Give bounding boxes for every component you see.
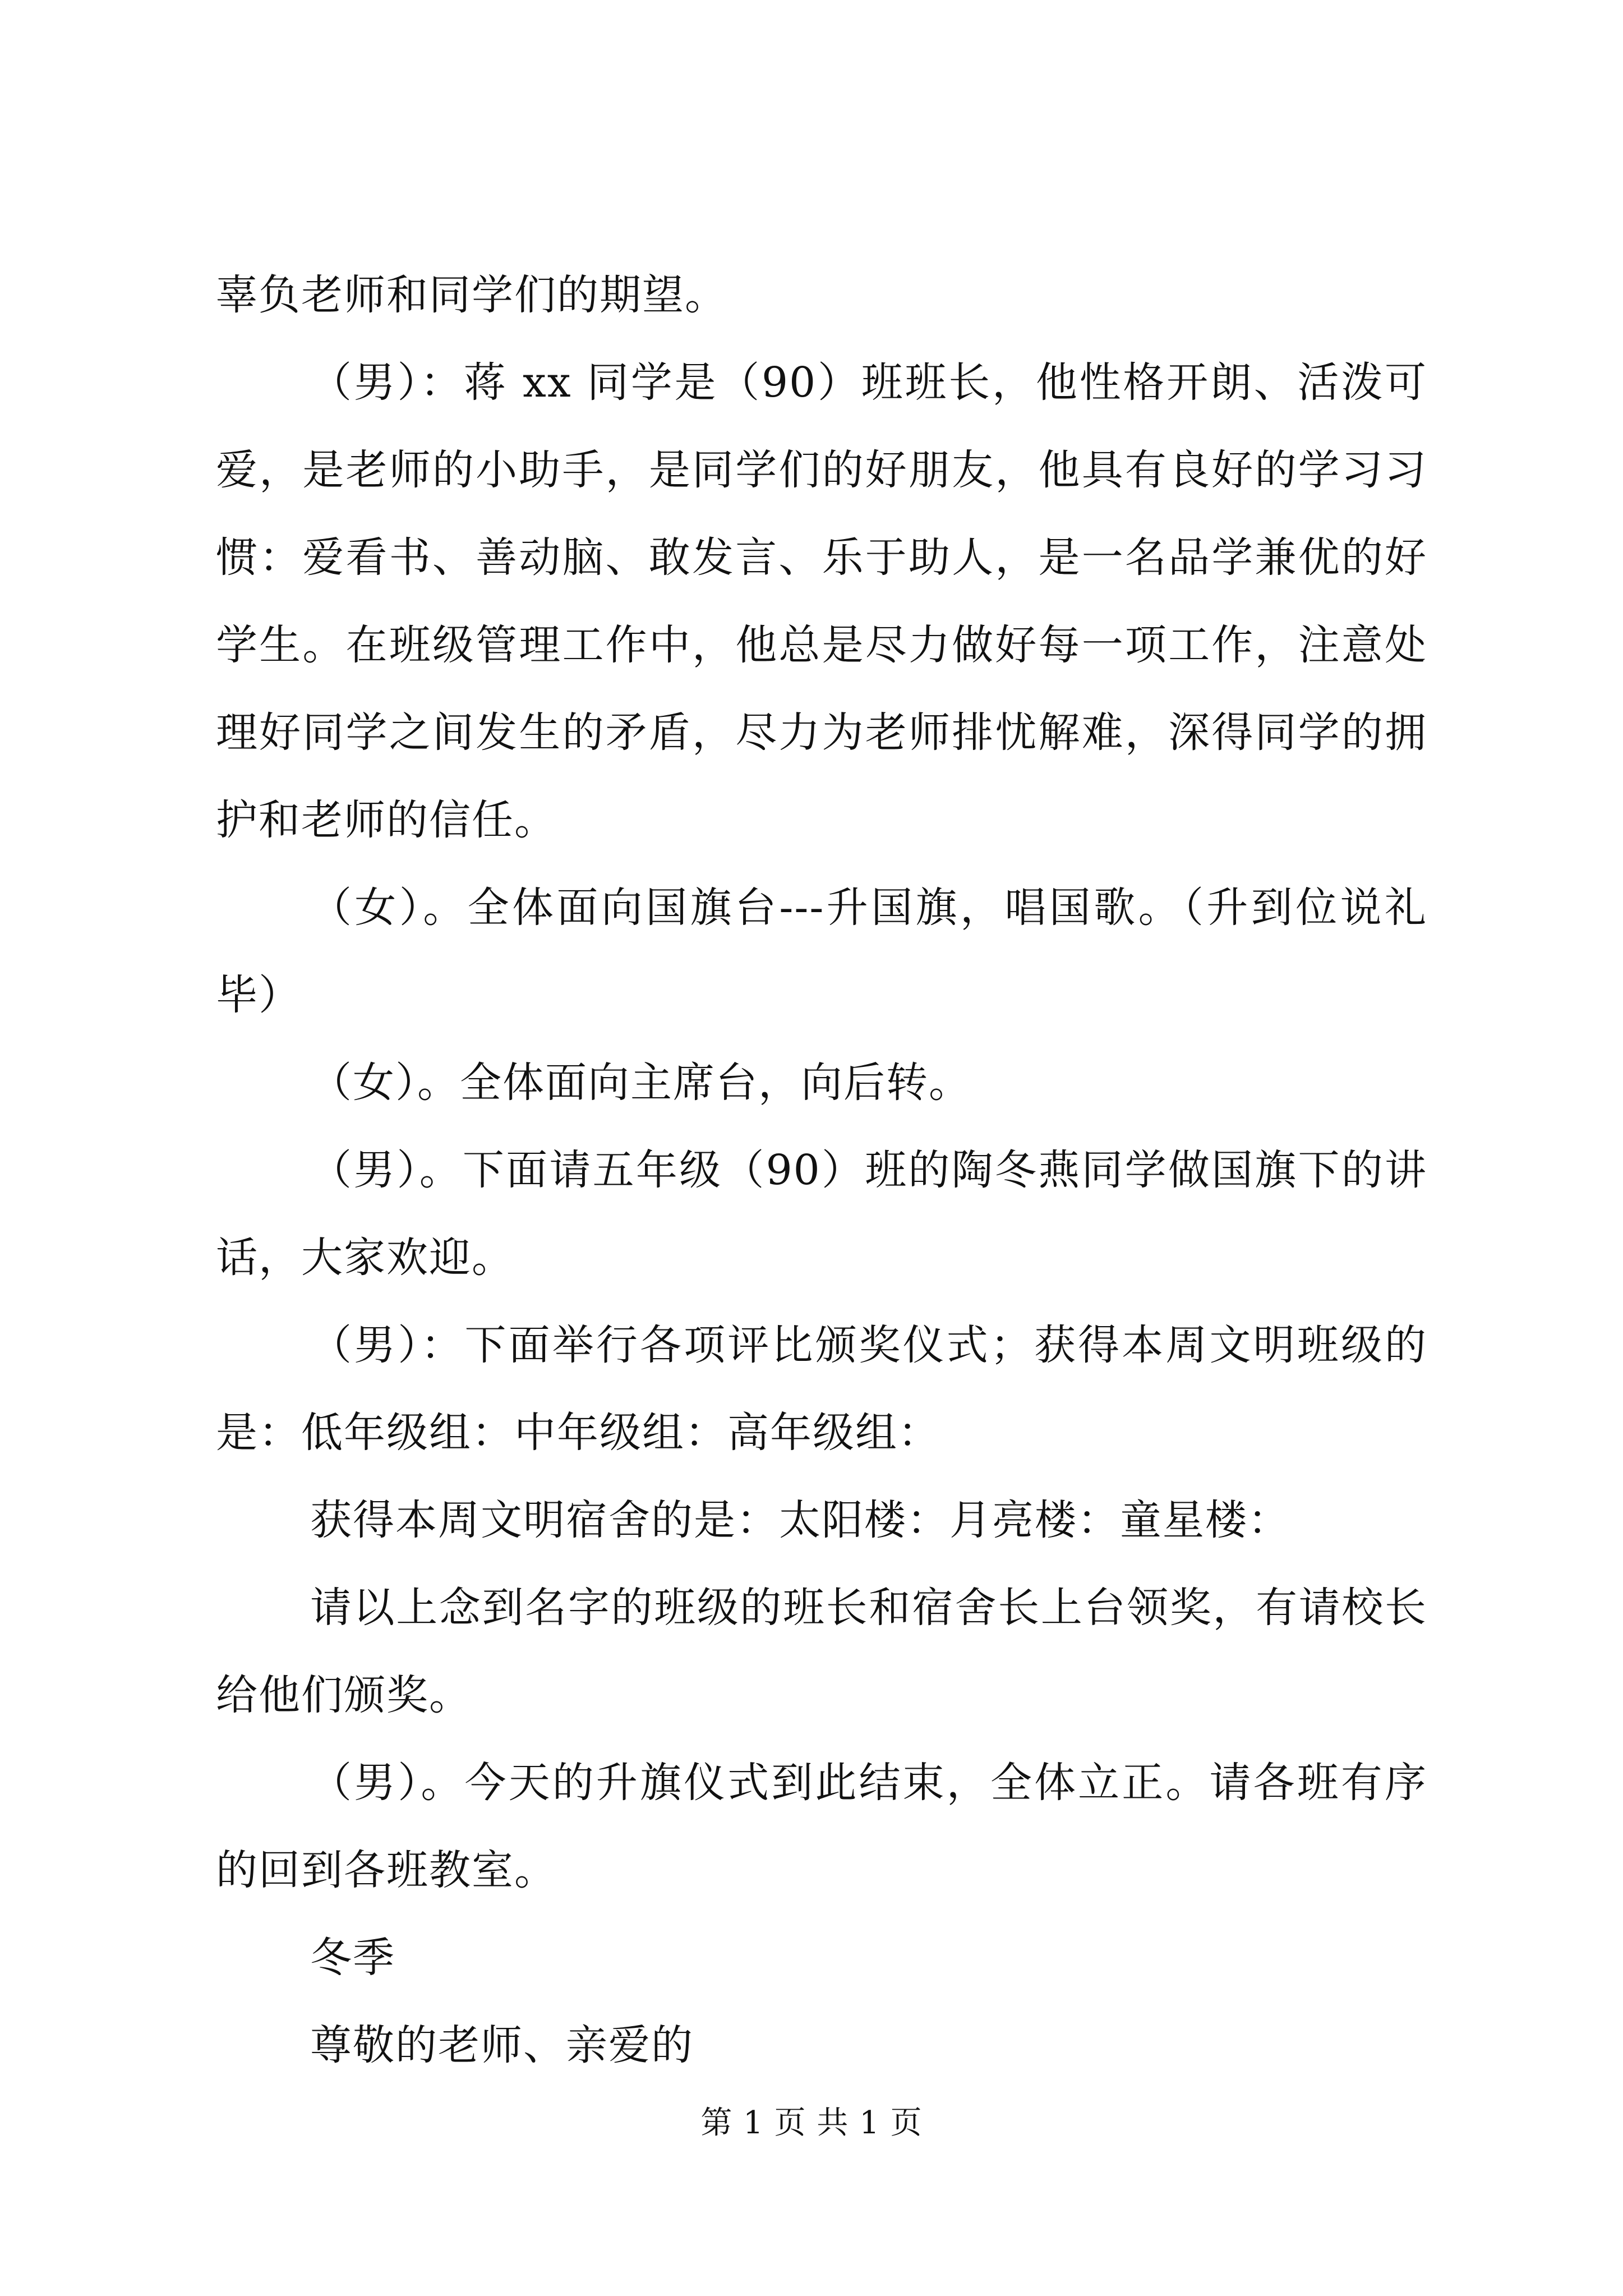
paragraph-6: （男）：下面举行各项评比颁奖仪式；获得本周文明班级的是：低年级组：中年级组：高年级组： [216, 1321, 1427, 1457]
paragraph-1: 辜负老师和同学们的期望。 [216, 271, 727, 319]
paragraph-2: （男）：蒋 xx 同学是（90）班班长，他性格开朗、活泼可爱，是老师的小助手，是同学们的好朋友，他具有良好的学习习惯：爱看书、善动脑、敢发言、乐于助人，是一名品学兼优的好学生。在班级管理工作中，他总是尽力做好每一项工作，注意处理好同学之间发生的矛盾，尽力为老师排忧解难，深得同学的拥护和老师的信任。 [216, 358, 1427, 844]
paragraph-11: 尊敬的老师、亲爱的 [310, 2021, 694, 2069]
page-footer: 第 1 页 共 1 页 [700, 2105, 923, 2141]
paragraph-4: （女）。全体面向主席台，向后转。 [310, 1059, 971, 1107]
paragraph-8: 请以上念到名字的班级的班长和宿舍长上台领奖，有请校长给他们颁奖。 [216, 1584, 1427, 1719]
paragraph-10: 冬季 [310, 1934, 395, 1982]
paragraph-3: （女）。全体面向国旗台---升国旗，唱国歌。（升到位说礼毕） [216, 884, 1427, 1019]
paragraph-9: （男）。今天的升旗仪式到此结束，全体立正。请各班有序的回到各班教室。 [216, 1759, 1427, 1894]
document-body [216, 251, 1427, 2089]
paragraph-5: （男）。下面请五年级（90）班的陶冬燕同学做国旗下的讲话，大家欢迎。 [216, 1146, 1427, 1282]
paragraph-7: 获得本周文明宿舍的是：太阳楼：月亮楼：童星楼： [310, 1496, 1290, 1544]
